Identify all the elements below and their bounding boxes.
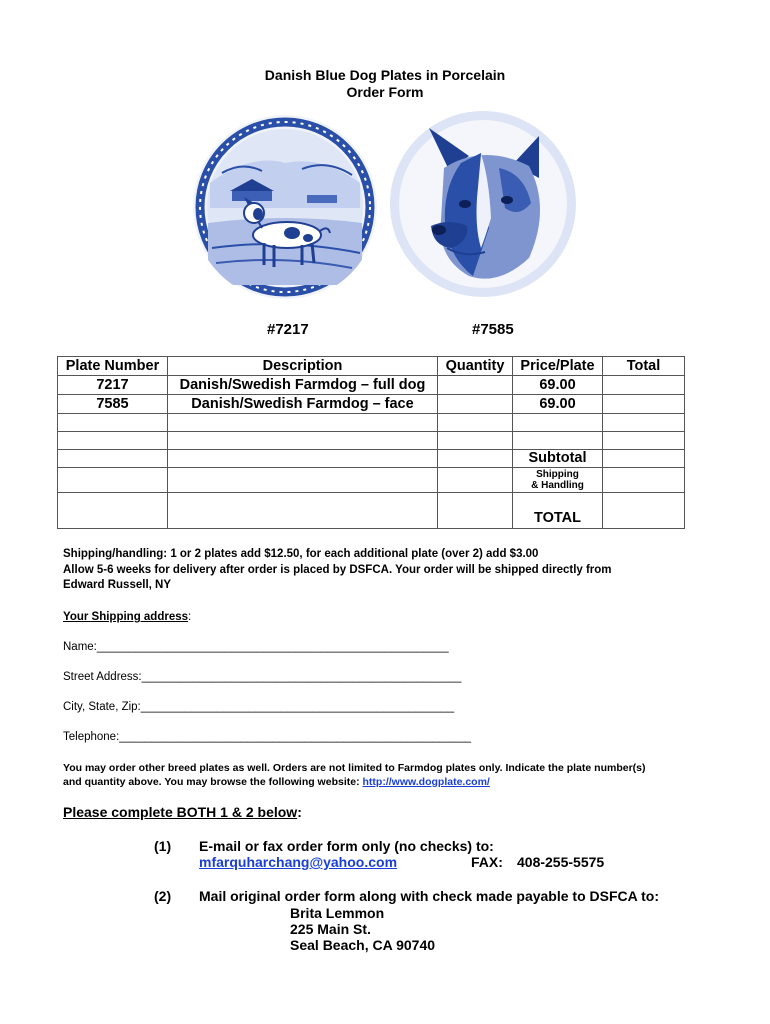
empty-cell[interactable] <box>168 432 438 450</box>
shipping-address-heading <box>63 610 191 624</box>
row-plate-number: 7585 <box>58 395 168 414</box>
empty-cell[interactable] <box>58 414 168 432</box>
plate-7585-image <box>389 108 577 301</box>
form-title: Danish Blue Dog Plates in Porcelain <box>264 67 506 83</box>
total-label: TOTAL <box>513 493 603 529</box>
plate-7217-image <box>192 113 378 301</box>
table-row <box>58 395 685 414</box>
shipping-address-heading-text: Your Shipping address <box>63 611 189 623</box>
subtotal-label: Subtotal <box>513 450 603 468</box>
row-quantity-cell[interactable] <box>438 395 513 414</box>
delivery-note-2: Edward Russell, NY <box>63 579 172 591</box>
step-2-text: Mail original order form along with check made payable to DSFCA to: <box>199 888 659 904</box>
instructions-colon: : <box>297 804 302 820</box>
row-total-cell[interactable] <box>603 376 685 395</box>
header-plate-number: Plate Number <box>58 357 168 376</box>
subtotal-row <box>58 450 685 468</box>
table-row <box>58 376 685 395</box>
subtotal-cell[interactable] <box>603 450 685 468</box>
order-table <box>57 356 685 529</box>
street-address-field[interactable]: Street Address:__________________________________________________ <box>63 671 462 683</box>
total-cell[interactable] <box>603 493 685 529</box>
row-plate-number: 7217 <box>58 376 168 395</box>
fax-label: FAX: <box>471 854 503 870</box>
empty-cell[interactable] <box>438 432 513 450</box>
table-header-row <box>58 357 685 376</box>
empty-cell[interactable] <box>168 414 438 432</box>
plate-number-right: #7585 <box>472 321 514 338</box>
shipping-row <box>58 468 685 493</box>
city-state-zip-field[interactable]: City, State, Zip:_________________________________________________ <box>63 701 455 713</box>
other-breeds-prefix: and quantity above. You may browse the following website: <box>63 776 363 788</box>
header-price: Price/Plate <box>513 357 603 376</box>
row-total-cell[interactable] <box>603 395 685 414</box>
empty-cell[interactable] <box>513 414 603 432</box>
other-breeds-note-2 <box>63 775 490 789</box>
plate-number-left: #7217 <box>267 321 309 338</box>
header-description: Description <box>168 357 438 376</box>
instructions-heading-text: Please complete BOTH 1 & 2 below <box>63 804 298 820</box>
shipping-cell[interactable] <box>603 468 685 493</box>
header-quantity: Quantity <box>438 357 513 376</box>
shipping-label-line1: Shipping <box>536 469 579 480</box>
website-link[interactable]: http://www.dogplate.com/ <box>362 776 490 788</box>
mail-address-street: 225 Main St. <box>290 921 371 937</box>
empty-cell[interactable] <box>438 414 513 432</box>
empty-cell[interactable] <box>603 432 685 450</box>
table-row-empty <box>58 432 685 450</box>
email-link-text[interactable]: mfarquharchang@yahoo.com <box>199 854 398 870</box>
shipping-label-line2: & Handling <box>531 480 584 491</box>
step-1-text: E-mail or fax order form only (no checks) to: <box>199 838 494 854</box>
name-field[interactable]: Name:_______________________________________________________ <box>63 641 449 653</box>
form-subtitle: Order Form <box>346 84 424 100</box>
empty-cell[interactable] <box>513 432 603 450</box>
row-quantity-cell[interactable] <box>438 376 513 395</box>
mail-address-name: Brita Lemmon <box>290 905 385 921</box>
empty-cell[interactable] <box>58 432 168 450</box>
fax-number: 408-255-5575 <box>517 854 605 870</box>
header-total: Total <box>603 357 685 376</box>
step-2-number: (2) <box>154 888 172 904</box>
shipping-label <box>513 468 603 493</box>
shipping-note: Shipping/handling: 1 or 2 plates add $12.50, for each additional plate (over 2) add $3.00 <box>63 548 539 560</box>
telephone-field[interactable]: Telephone:_______________________________________________________ <box>63 731 472 743</box>
other-breeds-note-1: You may order other breed plates as well. Orders are not limited to Farmdog plates only. Indicate the plate number(s) <box>63 762 646 774</box>
empty-cell[interactable] <box>603 414 685 432</box>
table-row-empty <box>58 414 685 432</box>
mail-address-city: Seal Beach, CA 90740 <box>290 937 436 953</box>
row-price: 69.00 <box>513 395 603 414</box>
total-row <box>58 493 685 529</box>
delivery-note-1: Allow 5-6 weeks for delivery after order is placed by DSFCA. Your order will be shipped directly from <box>63 564 612 576</box>
instructions-heading <box>63 804 302 820</box>
email-link[interactable] <box>199 854 397 870</box>
step-1-number: (1) <box>154 838 172 854</box>
row-description: Danish/Swedish Farmdog – face <box>168 395 438 414</box>
row-description: Danish/Swedish Farmdog – full dog <box>168 376 438 395</box>
row-price: 69.00 <box>513 376 603 395</box>
heading-colon: : <box>188 611 192 623</box>
